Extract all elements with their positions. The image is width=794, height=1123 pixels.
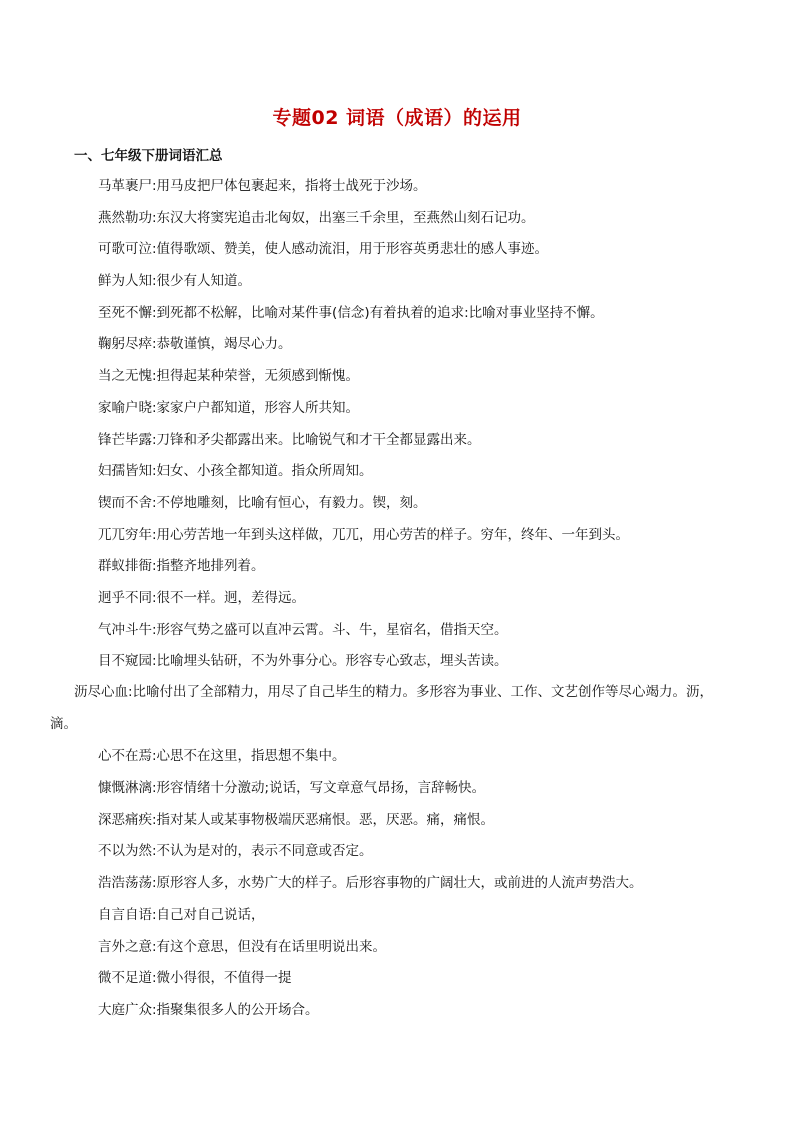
list-item [74,301,734,333]
entry-term: 锋芒毕露 [98,431,152,448]
entry-term: 大庭广众 [98,1001,152,1018]
list-item [74,206,734,238]
entry-term: 心不在焉 [98,748,152,765]
entry-definition: :很不一样。迥，差得远。 [152,589,306,606]
entry-definition: :东汉大将窦宪追击北匈奴，出塞三千余里，至燕然山刻石记功。 [152,209,535,226]
entry-definition: :不认为是对的，表示不同意或否定。 [152,843,373,860]
list-item [74,491,734,523]
entry-definition: :指对某人或某事物极端厌恶痛恨。恶，厌恶。痛，痛恨。 [152,811,495,828]
list-item [74,776,734,808]
entry-definition: :不停地雕刻，比喻有恒心，有毅力。锲，刻。 [152,494,427,511]
entry-definition: :用心劳苦地一年到头这样做，兀兀，用心劳苦的样子。穷年，终年、一年到头。 [152,526,630,543]
list-item [74,174,734,206]
entry-definition: :形容情绪十分激动;说话，写文章意气昂扬，言辞畅快。 [152,780,486,797]
list-item [74,839,734,871]
entry-definition: :家家户户都知道，形容人所共知。 [152,399,360,416]
list-item [50,677,734,740]
entry-list [50,174,734,1030]
list-item [74,618,734,650]
entry-term: 鲜为人知 [98,273,152,290]
entry-definition: :恭敬谨慎，竭尽心力。 [152,336,292,353]
entry-term: 目不窥园 [98,653,152,670]
entry-definition: :原形容人多，水势广大的样子。后形容事物的广阔壮大，或前进的人流声势浩大。 [152,875,643,892]
list-item [74,428,734,460]
list-item [74,871,734,903]
list-item [74,554,734,586]
entry-term: 自言自语 [98,906,152,923]
entry-definition: :比喻付出了全部精力，用尽了自己毕生的精力。多形容为事业、工作、文艺创作等尽心竭力。沥，滴。 [50,684,714,732]
list-item [74,586,734,618]
entry-term: 可歌可泣 [98,241,152,258]
entry-term: 微不足道 [98,970,152,987]
list-item [74,364,734,396]
entry-definition: :担得起某种荣誉，无须感到惭愧。 [152,368,360,385]
entry-term: 深恶痛疾 [98,811,152,828]
entry-definition: :比喻埋头钻研，不为外事分心。形容专心致志，埋头苦读。 [152,653,508,670]
entry-term: 迥乎不同 [98,589,152,606]
entry-term: 鞠躬尽瘁 [98,336,152,353]
list-item [74,808,734,840]
entry-definition: :值得歌颂、赞美，使人感动流泪，用于形容英勇悲壮的感人事迹。 [152,241,549,258]
entry-definition: :妇女、小孩全都知道。指众所周知。 [152,463,373,480]
list-item [74,269,734,301]
entry-term: 不以为然 [98,843,152,860]
page-title: 专题02 词语（成语）的运用 [272,107,522,129]
entry-term: 兀兀穷年 [98,526,152,543]
entry-term: 燕然勒功 [98,209,152,226]
entry-term: 至死不懈 [98,304,152,321]
list-item [74,903,734,935]
entry-term: 锲而不舍 [98,494,152,511]
list-item [74,332,734,364]
entry-definition: :很少有人知道。 [152,273,252,290]
list-item [74,237,734,269]
list-item [74,459,734,491]
list-item [74,998,734,1030]
entry-definition: :刀锋和矛尖都露出来。比喻锐气和才干全都显露出来。 [152,431,481,448]
entry-definition: :自己对自己说话， [152,906,265,923]
entry-definition: :微小得很，不值得一提 [152,970,292,987]
entry-definition: :有这个意思，但没有在话里明说出来。 [152,938,387,955]
entry-definition: :形容气势之盛可以直冲云霄。斗、牛，星宿名，借指天空。 [152,621,508,638]
entry-term: 家喻户晓 [98,399,152,416]
list-item [74,523,734,555]
entry-term: 当之无愧 [98,368,152,385]
list-item [74,966,734,998]
list-item [74,396,734,428]
entry-definition: :心思不在这里，指思想不集中。 [152,748,346,765]
entry-term: 言外之意 [98,938,152,955]
list-item [74,935,734,967]
entry-term: 慷慨淋漓 [98,780,152,797]
entry-term: 群蚁排衙 [98,558,152,575]
entry-definition: :指聚集很多人的公开场合。 [152,1001,319,1018]
entry-term: 浩浩荡荡 [98,875,152,892]
entry-term: 马革裹尸 [98,178,152,194]
entry-term: 沥尽心血 [74,684,128,700]
list-item [74,744,734,776]
entry-definition: :到死都不松解，比喻对某件事(信念)有着执着的追求:比喻对事业坚持不懈。 [152,304,604,321]
entry-definition: :用马皮把尸体包裹起来，指将士战死于沙场。 [152,178,427,194]
entry-term: 气冲斗牛 [98,621,152,638]
entry-term: 妇孺皆知 [98,463,152,480]
section-heading: 一、七年级下册词语汇总 [74,148,223,164]
entry-definition: :指整齐地排列着。 [152,558,265,575]
